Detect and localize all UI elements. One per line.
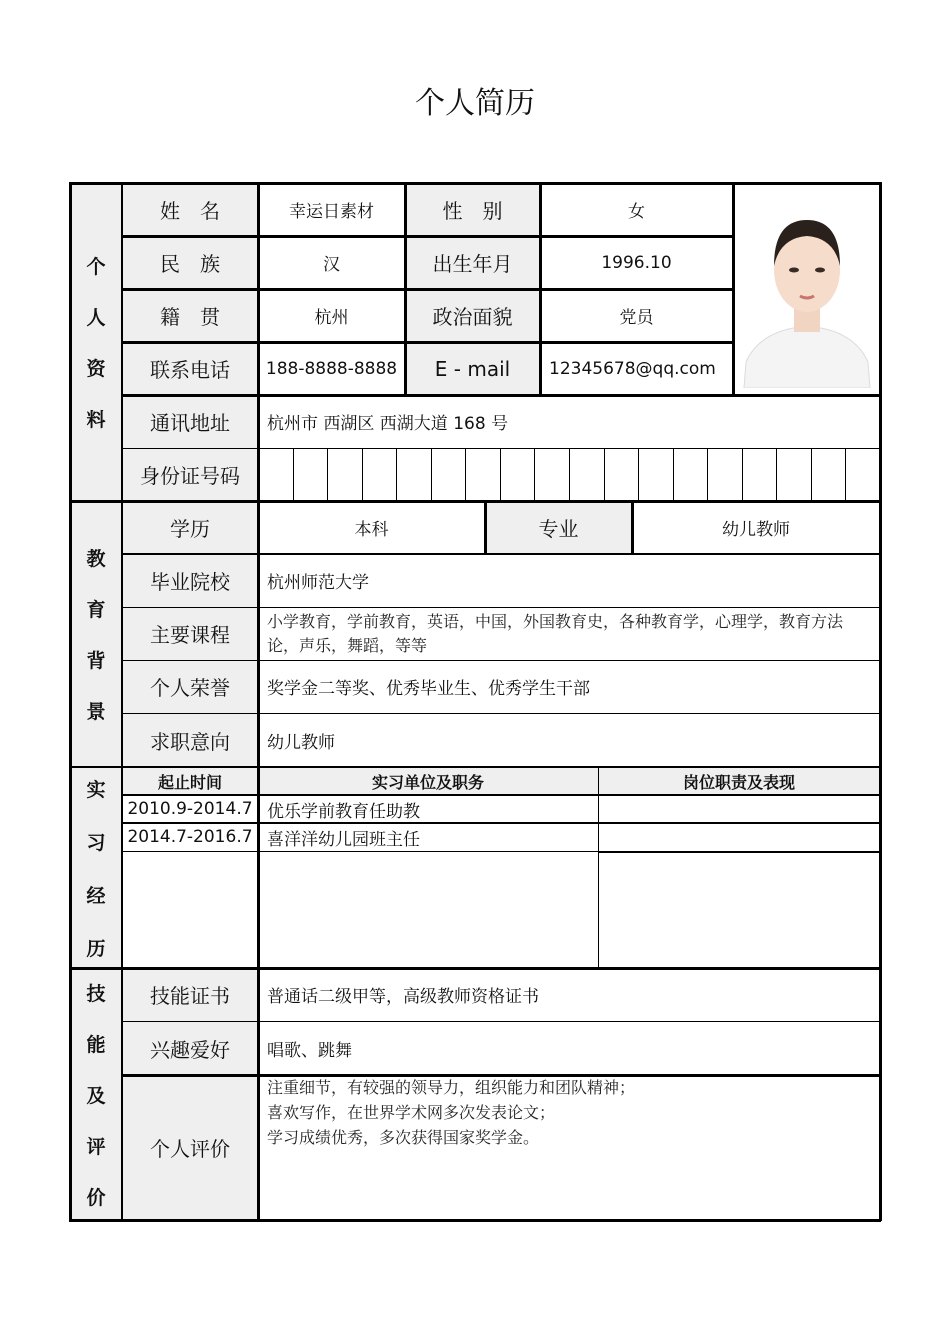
section-char: 景: [86, 701, 106, 723]
internship-period: 2010.9-2014.7: [127, 799, 253, 819]
internship-unit: 优乐学前教育任助教: [267, 801, 420, 822]
grid-line: [122, 341, 733, 344]
section-char: 价: [86, 1186, 106, 1209]
section-char: 能: [86, 1033, 106, 1056]
grid-line: [121, 183, 123, 1220]
job-label: 求职意向: [122, 713, 258, 767]
grid-line: [122, 660, 881, 661]
ethnicity-value: 汉: [323, 255, 340, 275]
eval-value: [258, 1075, 880, 1220]
grid-line: [122, 794, 881, 796]
section-char: 评: [86, 1135, 106, 1158]
grid-line: [569, 448, 570, 501]
grid-line: [69, 500, 881, 503]
school-value: 杭州师范大学: [267, 573, 369, 593]
section-skills: [70, 968, 122, 1220]
section-char: 教: [86, 548, 106, 570]
grid-line: [122, 607, 881, 608]
internship-unit: 喜洋洋幼儿园班主任: [267, 829, 420, 850]
portrait-image: [738, 190, 876, 388]
cert-value: 普通话二级甲等，高级教师资格证书: [267, 987, 539, 1007]
degree-value: 本科: [354, 520, 389, 540]
section-char: 背: [86, 650, 106, 672]
section-char: 习: [86, 831, 106, 854]
ethnicity-label: 民 族: [122, 236, 258, 289]
name-label: 姓 名: [122, 183, 258, 236]
cert-label: 技能证书: [122, 968, 258, 1021]
grid-line: [69, 766, 881, 768]
email-value: 12345678@qq.com: [549, 358, 716, 379]
grid-line: [534, 448, 535, 501]
grid-line: [500, 448, 501, 501]
gender-label: 性 别: [405, 183, 540, 236]
phone-value: 188-8888-8888: [265, 358, 398, 379]
grid-line: [122, 713, 881, 714]
address-label: 通讯地址: [122, 395, 258, 448]
section-char: 历: [86, 937, 106, 960]
section-char: 资: [86, 358, 106, 380]
grid-line: [69, 967, 881, 970]
birth-label: 出生年月: [405, 236, 540, 289]
hobby-label: 兴趣爱好: [122, 1021, 258, 1075]
section-char: 实: [86, 778, 106, 801]
name-value: 幸运日素材: [289, 202, 374, 222]
birth-value: 1996.10: [601, 252, 672, 273]
grid-line: [638, 448, 639, 501]
eval-line: 喜欢写作，在世界学术网多次发表论文；: [267, 1103, 556, 1122]
section-char: 育: [86, 599, 106, 621]
grid-line: [811, 448, 812, 501]
internship-duty: [598, 823, 880, 851]
political-value: 党员: [619, 308, 654, 328]
unit-column-header: 实习单位及职务: [258, 767, 598, 795]
major-value: 幼儿教师: [722, 520, 790, 540]
grid-line: [122, 288, 733, 291]
section-char: 经: [86, 884, 106, 907]
grid-line: [122, 822, 881, 824]
origin-value: 杭州: [314, 308, 349, 328]
gender-value: 女: [628, 202, 645, 222]
major-label: 专业: [485, 501, 632, 554]
duty-column-header: 岗位职责及表现: [598, 767, 880, 795]
grid-line: [776, 448, 777, 501]
section-char: 技: [86, 982, 106, 1005]
grid-line: [69, 182, 72, 1221]
grid-line: [404, 183, 407, 395]
grid-line: [431, 448, 432, 501]
grid-line: [598, 851, 881, 853]
grid-line: [293, 448, 294, 501]
grid-line: [484, 501, 487, 554]
honors-value: 奖学金二等奖、优秀毕业生、优秀学生干部: [267, 679, 590, 699]
section-char: 个: [86, 256, 106, 278]
grid-line: [539, 183, 542, 395]
grid-line: [69, 1219, 881, 1222]
grid-line: [69, 182, 881, 185]
origin-label: 籍 贯: [122, 289, 258, 342]
grid-line: [707, 448, 708, 501]
section-education: [70, 501, 122, 767]
section-personal: [70, 183, 122, 501]
grid-line: [327, 448, 328, 501]
internship-period: 2014.7-2016.7: [127, 827, 253, 847]
courses-label: 主要课程: [122, 607, 258, 660]
grid-line: [122, 851, 598, 852]
grid-line: [122, 394, 881, 397]
grid-line: [742, 448, 743, 501]
honors-label: 个人荣誉: [122, 660, 258, 713]
grid-line: [673, 448, 674, 501]
internship-duty: [598, 795, 880, 823]
grid-line: [122, 1074, 881, 1077]
grid-line: [122, 448, 881, 449]
grid-line: [122, 235, 733, 238]
email-label: E - mail: [405, 342, 540, 395]
profile-photo: [738, 190, 876, 388]
grid-line: [122, 1021, 881, 1022]
phone-label: 联系电话: [122, 342, 258, 395]
political-label: 政治面貌: [405, 289, 540, 342]
grid-line: [362, 448, 363, 501]
section-internship: [70, 767, 122, 968]
address-value: 杭州市 西湖区 西湖大道 168 号: [267, 414, 509, 434]
grid-line: [598, 767, 599, 968]
eval-line: 学习成绩优秀，多次获得国家奖学金。: [267, 1128, 540, 1147]
degree-label: 学历: [122, 501, 258, 554]
grid-line: [879, 182, 882, 1221]
grid-line: [465, 448, 466, 501]
grid-line: [257, 183, 260, 1220]
section-char: 及: [86, 1084, 106, 1107]
grid-line: [845, 448, 846, 501]
grid-line: [732, 183, 735, 395]
page-title: 个人简历: [415, 86, 535, 121]
courses-value: 小学教育，学前教育，英语，中国，外国教育史，各种教育学，心理学，教育方法论，声乐，舞蹈，等等: [267, 611, 844, 655]
grid-line: [604, 448, 605, 501]
period-column-header: 起止时间: [122, 767, 258, 795]
school-label: 毕业院校: [122, 554, 258, 607]
grid-line: [396, 448, 397, 501]
section-char: 料: [86, 409, 106, 431]
eval-line: 注重细节，有较强的领导力，组织能力和团队精神；: [267, 1078, 636, 1097]
hobby-value: 唱歌、跳舞: [267, 1040, 352, 1061]
grid-line: [631, 501, 634, 554]
section-char: 人: [86, 307, 106, 329]
grid-line: [122, 553, 881, 555]
id-label: 身份证号码: [122, 448, 258, 501]
job-value: 幼儿教师: [267, 732, 335, 753]
eval-label: 个人评价: [122, 1075, 258, 1220]
